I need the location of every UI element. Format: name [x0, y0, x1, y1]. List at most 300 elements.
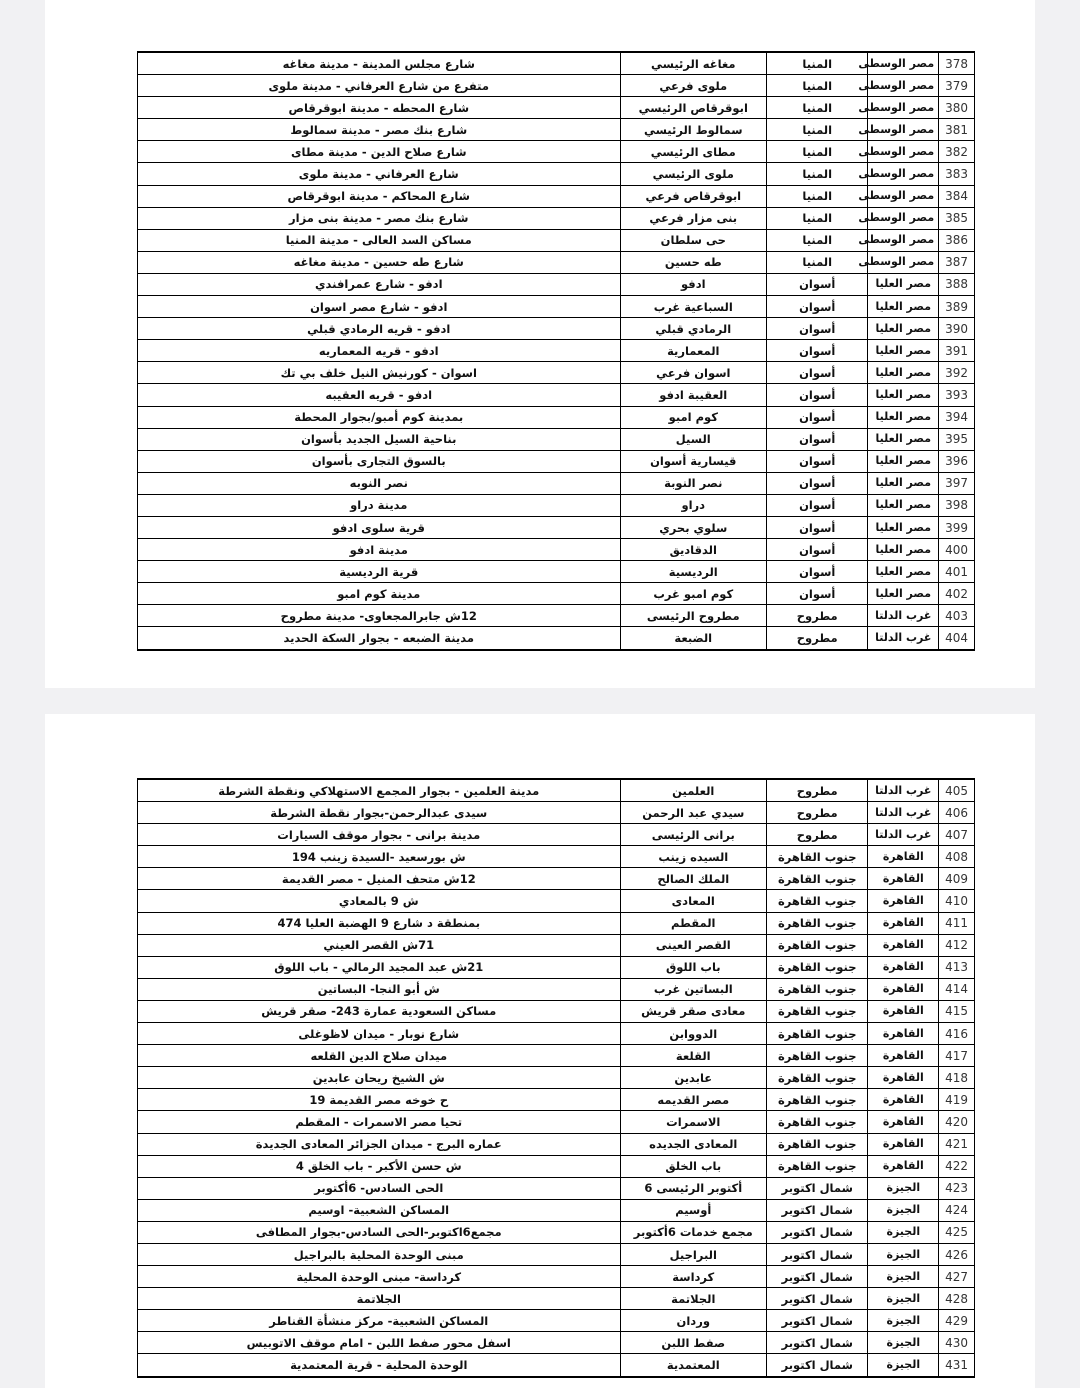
table-row: [138, 450, 975, 472]
branch-name-cell: طه حسين: [620, 251, 767, 273]
table-row: [138, 472, 975, 494]
row-number-cell: 400: [939, 539, 975, 561]
region-cell: مصر العليا: [868, 472, 939, 494]
table-row: [138, 868, 975, 890]
table-row: [138, 561, 975, 583]
table-row: [138, 779, 975, 802]
region-cell: الجيزة: [868, 1354, 939, 1377]
address-cell: اسوان - كورنيش النيل خلف بي تك: [138, 362, 621, 384]
table-row: [138, 163, 975, 185]
governorate-cell: أسوان: [767, 340, 868, 362]
table-row: [138, 516, 975, 538]
branches-table: [137, 51, 975, 651]
address-cell: متفرع من شارع العرفاني - مدينة ملوى: [138, 75, 621, 97]
table-row: [138, 1332, 975, 1354]
table-row: [138, 912, 975, 934]
table-row: [138, 1023, 975, 1045]
region-cell: مصر العليا: [868, 340, 939, 362]
table-row: [138, 1177, 975, 1199]
branch-name-cell: معادى صقر قريش: [620, 1000, 767, 1022]
region-cell: الجيزة: [868, 1199, 939, 1221]
branch-name-cell: القصر العينى: [620, 934, 767, 956]
row-number-cell: 404: [939, 627, 975, 650]
governorate-cell: أسوان: [767, 428, 868, 450]
region-cell: الجيزة: [868, 1177, 939, 1199]
row-number-cell: 418: [939, 1067, 975, 1089]
table-row: [138, 384, 975, 406]
address-cell: ش بورسعيد -السيدة زينب 194: [138, 846, 621, 868]
table-row: [138, 627, 975, 650]
branch-name-cell: أوسيم: [620, 1199, 767, 1221]
branch-name-cell: المقطم: [620, 912, 767, 934]
address-cell: مساكن السعودية عمارة 243- صقر قريش: [138, 1000, 621, 1022]
branch-name-cell: الضبعة: [620, 627, 767, 650]
row-number-cell: 421: [939, 1133, 975, 1155]
document-page-2: [45, 714, 1035, 1388]
row-number-cell: 402: [939, 583, 975, 605]
address-cell: شارع صلاح الدين - مدينة مطاى: [138, 141, 621, 163]
region-cell: الجيزة: [868, 1288, 939, 1310]
address-cell: ادفو - قريه الرمادي قبلي: [138, 318, 621, 340]
row-number-cell: 378: [939, 52, 975, 75]
row-number-cell: 394: [939, 406, 975, 428]
region-cell: مصر الوسطى: [868, 97, 939, 119]
row-number-cell: 406: [939, 802, 975, 824]
row-number-cell: 393: [939, 384, 975, 406]
row-number-cell: 419: [939, 1089, 975, 1111]
table-row: [138, 406, 975, 428]
table-row: [138, 119, 975, 141]
table-row: [138, 340, 975, 362]
region-cell: مصر العليا: [868, 494, 939, 516]
row-number-cell: 415: [939, 1000, 975, 1022]
branch-name-cell: العقيبة ادفو: [620, 384, 767, 406]
governorate-cell: جنوب القاهرة: [767, 868, 868, 890]
governorate-cell: المنيا: [767, 52, 868, 75]
region-cell: مصر الوسطى: [868, 119, 939, 141]
branch-name-cell: الاسمرات: [620, 1111, 767, 1133]
address-cell: كرداسة- مبنى الوحدة المحلية: [138, 1266, 621, 1288]
row-number-cell: 391: [939, 340, 975, 362]
address-cell: شارع المحطه - مدينة ابوقرقاص: [138, 97, 621, 119]
address-cell: سيدى عبدالرحمن-بجوار نقطة الشرطة: [138, 802, 621, 824]
row-number-cell: 385: [939, 207, 975, 229]
table-row: [138, 207, 975, 229]
branch-name-cell: سمالوط الرئيسي: [620, 119, 767, 141]
branch-name-cell: الملك الصالح: [620, 868, 767, 890]
branch-name-cell: الجلاتمة: [620, 1288, 767, 1310]
row-number-cell: 417: [939, 1045, 975, 1067]
governorate-cell: أسوان: [767, 516, 868, 538]
governorate-cell: أسوان: [767, 296, 868, 318]
branch-name-cell: المعادى: [620, 890, 767, 912]
governorate-cell: المنيا: [767, 97, 868, 119]
row-number-cell: 379: [939, 75, 975, 97]
governorate-cell: أسوان: [767, 561, 868, 583]
governorate-cell: المنيا: [767, 207, 868, 229]
governorate-cell: جنوب القاهرة: [767, 1045, 868, 1067]
address-cell: مدينة دراو: [138, 494, 621, 516]
row-number-cell: 387: [939, 251, 975, 273]
governorate-cell: المنيا: [767, 75, 868, 97]
branch-name-cell: ابوقرقاص فرعي: [620, 185, 767, 207]
region-cell: مصر العليا: [868, 296, 939, 318]
region-cell: غرب الدلتا: [868, 627, 939, 650]
governorate-cell: المنيا: [767, 119, 868, 141]
governorate-cell: شمال اكتوبر: [767, 1221, 868, 1243]
address-cell: ش الشيخ ريحان عابدين: [138, 1067, 621, 1089]
address-cell: المساكن الشعبية- مركز منشأة القناطر: [138, 1310, 621, 1332]
address-cell: شارع طه حسين - مدينة مغاغه: [138, 251, 621, 273]
address-cell: الحى السادس- 6أكتوبر: [138, 1177, 621, 1199]
row-number-cell: 397: [939, 472, 975, 494]
address-cell: ش 9 بالمعادي: [138, 890, 621, 912]
address-cell: شارع نوبار - ميدان لاظوغلى: [138, 1023, 621, 1045]
branch-name-cell: القلعة: [620, 1045, 767, 1067]
row-number-cell: 411: [939, 912, 975, 934]
table-row: [138, 52, 975, 75]
row-number-cell: 413: [939, 956, 975, 978]
row-number-cell: 427: [939, 1266, 975, 1288]
region-cell: القاهرة: [868, 934, 939, 956]
table-body: [138, 52, 975, 650]
branch-name-cell: بنى مزار فرعي: [620, 207, 767, 229]
table-row: [138, 1354, 975, 1377]
governorate-cell: أسوان: [767, 384, 868, 406]
row-number-cell: 408: [939, 846, 975, 868]
governorate-cell: أسوان: [767, 583, 868, 605]
address-cell: نصر النوبه: [138, 472, 621, 494]
table-row: [138, 890, 975, 912]
address-cell: مجمع6اكتوبر-الحى السادس-بجوار المطافى: [138, 1221, 621, 1243]
row-number-cell: 390: [939, 318, 975, 340]
governorate-cell: أسوان: [767, 539, 868, 561]
branch-name-cell: باب اللوق: [620, 956, 767, 978]
address-cell: بمدينة كوم أمبو/بجوار المحطة: [138, 406, 621, 428]
address-cell: شارع بنك مصر - مدينة بنى مزار: [138, 207, 621, 229]
governorate-cell: جنوب القاهرة: [767, 978, 868, 1000]
address-cell: ح خوخه مصر القديمة 19: [138, 1089, 621, 1111]
table-row: [138, 318, 975, 340]
branch-name-cell: الرمادي قبلي: [620, 318, 767, 340]
region-cell: مصر العليا: [868, 561, 939, 583]
branch-name-cell: سيدي عبد الرحمن: [620, 802, 767, 824]
address-cell: بالسوق التجارى بأسوان: [138, 450, 621, 472]
governorate-cell: جنوب القاهرة: [767, 1067, 868, 1089]
governorate-cell: جنوب القاهرة: [767, 846, 868, 868]
document-page-1: [45, 0, 1035, 688]
branch-name-cell: السيل: [620, 428, 767, 450]
table-row: [138, 494, 975, 516]
governorate-cell: أسوان: [767, 406, 868, 428]
row-number-cell: 420: [939, 1111, 975, 1133]
address-cell: اسفل محور صفط اللبن - امام موقف الاتوبيس: [138, 1332, 621, 1354]
governorate-cell: جنوب القاهرة: [767, 1089, 868, 1111]
region-cell: مصر الوسطى: [868, 185, 939, 207]
governorate-cell: مطروح: [767, 802, 868, 824]
governorate-cell: جنوب القاهرة: [767, 956, 868, 978]
address-cell: مبنى الوحدة المحلية بالبراجيل: [138, 1243, 621, 1265]
governorate-cell: شمال اكتوبر: [767, 1177, 868, 1199]
table-row: [138, 1000, 975, 1022]
branch-name-cell: العلمين: [620, 779, 767, 802]
branch-name-cell: المعمارية: [620, 340, 767, 362]
region-cell: القاهرة: [868, 890, 939, 912]
governorate-cell: شمال اكتوبر: [767, 1266, 868, 1288]
region-cell: القاهرة: [868, 1111, 939, 1133]
row-number-cell: 429: [939, 1310, 975, 1332]
address-cell: مساكن السد العالى - مدينة المنيا: [138, 229, 621, 251]
branch-name-cell: عابدين: [620, 1067, 767, 1089]
governorate-cell: المنيا: [767, 229, 868, 251]
region-cell: مصر الوسطى: [868, 52, 939, 75]
table-row: [138, 185, 975, 207]
governorate-cell: المنيا: [767, 185, 868, 207]
branch-name-cell: الدقاديق: [620, 539, 767, 561]
region-cell: القاهرة: [868, 912, 939, 934]
region-cell: القاهرة: [868, 978, 939, 1000]
address-cell: قرية الرديسية: [138, 561, 621, 583]
region-cell: مصر العليا: [868, 450, 939, 472]
branch-name-cell: السباعية غرب: [620, 296, 767, 318]
row-number-cell: 426: [939, 1243, 975, 1265]
governorate-cell: جنوب القاهرة: [767, 1133, 868, 1155]
region-cell: مصر الوسطى: [868, 163, 939, 185]
branch-name-cell: ابوقرقاص الرئيسي: [620, 97, 767, 119]
region-cell: القاهرة: [868, 1067, 939, 1089]
region-cell: غرب الدلتا: [868, 802, 939, 824]
table-row: [138, 273, 975, 295]
region-cell: مصر الوسطى: [868, 141, 939, 163]
branch-name-cell: السيده زينب: [620, 846, 767, 868]
branch-name-cell: الرديسية: [620, 561, 767, 583]
address-cell: مدينة ادفو: [138, 539, 621, 561]
table-row: [138, 1045, 975, 1067]
region-cell: مصر العليا: [868, 362, 939, 384]
row-number-cell: 398: [939, 494, 975, 516]
address-cell: 21ش عبد المجيد الرمالي - باب اللوق: [138, 956, 621, 978]
row-number-cell: 430: [939, 1332, 975, 1354]
governorate-cell: مطروح: [767, 824, 868, 846]
region-cell: الجيزة: [868, 1243, 939, 1265]
governorate-cell: أسوان: [767, 494, 868, 516]
table-row: [138, 428, 975, 450]
address-cell: ش أبو النجا- البساتين: [138, 978, 621, 1000]
address-cell: مدينة كوم امبو: [138, 583, 621, 605]
address-cell: الوحدة المحلية - قرية المعتمدية: [138, 1354, 621, 1377]
address-cell: شارع المحاكم - مدينة ابوقرقاص: [138, 185, 621, 207]
branch-name-cell: برانى الرئيسى: [620, 824, 767, 846]
branch-name-cell: مطروح الرئيسى: [620, 605, 767, 627]
address-cell: تحيا مصر الاسمرات - المقطم: [138, 1111, 621, 1133]
governorate-cell: المنيا: [767, 251, 868, 273]
governorate-cell: أسوان: [767, 273, 868, 295]
address-cell: 12ش جابرالمجعاوى- مدينة مطروح: [138, 605, 621, 627]
row-number-cell: 399: [939, 516, 975, 538]
table-row: [138, 1310, 975, 1332]
row-number-cell: 424: [939, 1199, 975, 1221]
table-row: [138, 1155, 975, 1177]
branch-name-cell: المعتمدية: [620, 1354, 767, 1377]
row-number-cell: 412: [939, 934, 975, 956]
row-number-cell: 401: [939, 561, 975, 583]
row-number-cell: 388: [939, 273, 975, 295]
branch-name-cell: البساتين غرب: [620, 978, 767, 1000]
row-number-cell: 389: [939, 296, 975, 318]
address-cell: شارع العرفاني - مدينة ملوى: [138, 163, 621, 185]
branch-name-cell: باب الخلق: [620, 1155, 767, 1177]
row-number-cell: 410: [939, 890, 975, 912]
row-number-cell: 431: [939, 1354, 975, 1377]
governorate-cell: شمال اكتوبر: [767, 1310, 868, 1332]
branch-name-cell: الدووابن: [620, 1023, 767, 1045]
address-cell: مدينة الضبعه - بجوار السكة الحديد: [138, 627, 621, 650]
table-row: [138, 75, 975, 97]
governorate-cell: مطروح: [767, 779, 868, 802]
table-row: [138, 583, 975, 605]
address-cell: ش حسن الأكبر - باب الخلق 4: [138, 1155, 621, 1177]
region-cell: غرب الدلتا: [868, 824, 939, 846]
region-cell: مصر العليا: [868, 406, 939, 428]
address-cell: ادفو - شارع عمرافندي: [138, 273, 621, 295]
region-cell: القاهرة: [868, 1045, 939, 1067]
region-cell: مصر الوسطى: [868, 251, 939, 273]
region-cell: مصر العليا: [868, 539, 939, 561]
governorate-cell: مطروح: [767, 605, 868, 627]
table-row: [138, 1111, 975, 1133]
row-number-cell: 395: [939, 428, 975, 450]
branch-name-cell: مغاغه الرئيسي: [620, 52, 767, 75]
region-cell: مصر الوسطى: [868, 75, 939, 97]
governorate-cell: جنوب القاهرة: [767, 912, 868, 934]
row-number-cell: 380: [939, 97, 975, 119]
branch-name-cell: صفط اللبن: [620, 1332, 767, 1354]
table-row: [138, 1243, 975, 1265]
table-row: [138, 362, 975, 384]
branch-name-cell: أكتوبر الرئيسى 6: [620, 1177, 767, 1199]
region-cell: مصر الوسطى: [868, 207, 939, 229]
address-cell: 71ش القصر العيني: [138, 934, 621, 956]
governorate-cell: شمال اكتوبر: [767, 1288, 868, 1310]
governorate-cell: أسوان: [767, 472, 868, 494]
branch-name-cell: قيسارية أسوان: [620, 450, 767, 472]
region-cell: الجيزة: [868, 1221, 939, 1243]
region-cell: القاهرة: [868, 956, 939, 978]
region-cell: القاهرة: [868, 1089, 939, 1111]
region-cell: مصر العليا: [868, 516, 939, 538]
table-row: [138, 824, 975, 846]
region-cell: مصر العليا: [868, 583, 939, 605]
region-cell: الجيزة: [868, 1266, 939, 1288]
row-number-cell: 409: [939, 868, 975, 890]
governorate-cell: جنوب القاهرة: [767, 890, 868, 912]
region-cell: القاهرة: [868, 1133, 939, 1155]
address-cell: مدينة العلمين - بجوار المجمع الاستهلاكي ونقطة الشرطة: [138, 779, 621, 802]
branch-name-cell: ادفو: [620, 273, 767, 295]
branch-name-cell: ملوى فرعي: [620, 75, 767, 97]
branch-name-cell: وردان: [620, 1310, 767, 1332]
governorate-cell: جنوب القاهرة: [767, 1000, 868, 1022]
address-cell: ادفو - قريه العقيبه: [138, 384, 621, 406]
region-cell: القاهرة: [868, 846, 939, 868]
address-cell: عماره البرج - ميدان الجزائر المعادى الجديدة: [138, 1133, 621, 1155]
table-row: [138, 978, 975, 1000]
address-cell: ادفو - شارع مصر اسوان: [138, 296, 621, 318]
row-number-cell: 383: [939, 163, 975, 185]
region-cell: مصر العليا: [868, 273, 939, 295]
region-cell: غرب الدلتا: [868, 779, 939, 802]
table-row: [138, 1266, 975, 1288]
branch-name-cell: دراو: [620, 494, 767, 516]
address-cell: مدينة برانى - بجوار موقف السيارات: [138, 824, 621, 846]
row-number-cell: 381: [939, 119, 975, 141]
table-row: [138, 296, 975, 318]
table-row: [138, 605, 975, 627]
branch-name-cell: المعادى الجديده: [620, 1133, 767, 1155]
governorate-cell: مطروح: [767, 627, 868, 650]
row-number-cell: 407: [939, 824, 975, 846]
branch-name-cell: كوم امبو غرب: [620, 583, 767, 605]
row-number-cell: 386: [939, 229, 975, 251]
region-cell: القاهرة: [868, 1000, 939, 1022]
table-body: [138, 779, 975, 1377]
region-cell: مصر العليا: [868, 384, 939, 406]
governorate-cell: أسوان: [767, 450, 868, 472]
row-number-cell: 392: [939, 362, 975, 384]
table-row: [138, 1067, 975, 1089]
governorate-cell: جنوب القاهرة: [767, 1023, 868, 1045]
governorate-cell: المنيا: [767, 141, 868, 163]
table-row: [138, 251, 975, 273]
table-row: [138, 1199, 975, 1221]
row-number-cell: 428: [939, 1288, 975, 1310]
row-number-cell: 423: [939, 1177, 975, 1199]
region-cell: القاهرة: [868, 1155, 939, 1177]
address-cell: قرية سلوى ادفو: [138, 516, 621, 538]
governorate-cell: المنيا: [767, 163, 868, 185]
branch-name-cell: سلوي بحري: [620, 516, 767, 538]
table-row: [138, 802, 975, 824]
region-cell: الجيزة: [868, 1332, 939, 1354]
address-cell: ادفو - قريه المعماريه: [138, 340, 621, 362]
branch-name-cell: مطاى الرئيسي: [620, 141, 767, 163]
table-row: [138, 934, 975, 956]
address-cell: بناحية السيل الجديد بأسوان: [138, 428, 621, 450]
table-row: [138, 141, 975, 163]
branch-name-cell: مصر القديمه: [620, 1089, 767, 1111]
region-cell: مصر الوسطى: [868, 229, 939, 251]
region-cell: مصر العليا: [868, 318, 939, 340]
address-cell: شارع مجلس المدينة - مدينة مغاغه: [138, 52, 621, 75]
row-number-cell: 396: [939, 450, 975, 472]
address-cell: ميدان صلاح الدين القلعه: [138, 1045, 621, 1067]
table-row: [138, 1133, 975, 1155]
row-number-cell: 425: [939, 1221, 975, 1243]
table-row: [138, 846, 975, 868]
table-row: [138, 1288, 975, 1310]
branch-name-cell: نصر النوبة: [620, 472, 767, 494]
region-cell: القاهرة: [868, 1023, 939, 1045]
row-number-cell: 384: [939, 185, 975, 207]
branch-name-cell: كرداسة: [620, 1266, 767, 1288]
row-number-cell: 405: [939, 779, 975, 802]
table-row: [138, 539, 975, 561]
governorate-cell: جنوب القاهرة: [767, 1155, 868, 1177]
row-number-cell: 403: [939, 605, 975, 627]
region-cell: غرب الدلتا: [868, 605, 939, 627]
address-cell: بمنطقة د شارع 9 الهضبة العليا 474: [138, 912, 621, 934]
table-row: [138, 1089, 975, 1111]
